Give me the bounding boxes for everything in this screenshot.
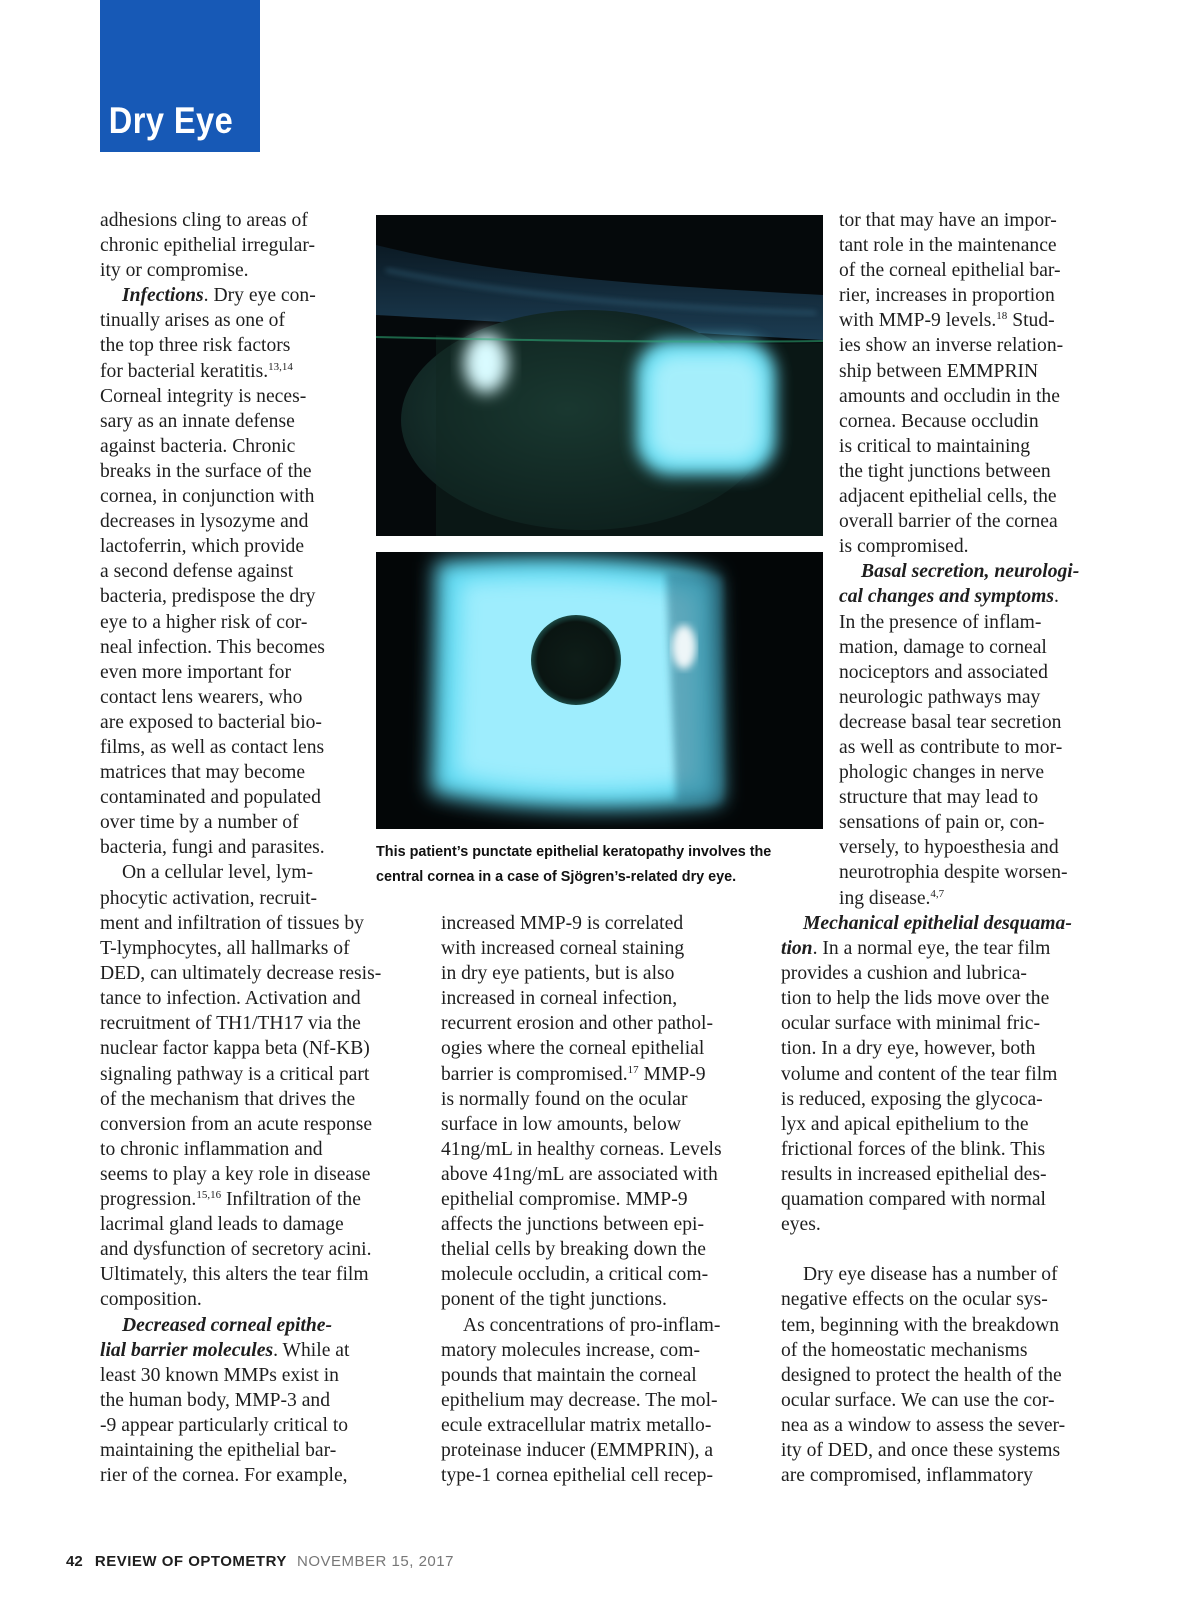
text-line: bacteria, fungi and parasites. [100, 837, 325, 859]
text-line: in dry eye patients, but is also [441, 963, 675, 985]
text-line: sensations of pain or, con- [839, 812, 1045, 834]
text-line: nociceptors and associated [839, 661, 1048, 683]
text-line: adhesions cling to areas of [100, 210, 308, 231]
eye-photo-bottom [376, 552, 823, 829]
text-line: lacrimal gland leads to damage [100, 1214, 344, 1236]
text-line: above 41ng/mL are associated with [441, 1163, 718, 1185]
text-line: type-1 cornea epithelial cell recep- [441, 1465, 713, 1487]
text-line: In the presence of inflam- [839, 611, 1042, 633]
text-line: -9 appear particularly critical to [100, 1414, 349, 1436]
text-line: with MMP-9 levels.$^{18}$ Stud- [839, 310, 1055, 332]
text-line: are exposed to bacterial bio- [100, 711, 322, 733]
text-line: neurologic pathways may [839, 686, 1041, 708]
text-line: conversion from an acute response [100, 1113, 373, 1135]
text-line: and dysfunction of secretory acini. [100, 1239, 372, 1261]
text-line: of the mechanism that drives the [100, 1088, 356, 1110]
text-line: rier, increases in proportion [839, 285, 1055, 307]
caption-line: central cornea in a case of Sjögren’s-related dry eye. [376, 869, 737, 885]
text-line: composition. [100, 1289, 202, 1311]
text-line: neurotrophia despite worsen- [839, 862, 1068, 884]
text-line: progression.$^{15,16}$ Infiltration of the [100, 1189, 361, 1211]
text-line: eyes. [781, 1214, 821, 1236]
text-line: volume and content of the tear film [781, 1063, 1058, 1085]
text-line: the tight junctions between [839, 460, 1051, 482]
text-line: ocular surface with minimal fric- [781, 1013, 1040, 1035]
text-line: 41ng/mL in healthy corneas. Levels [441, 1138, 722, 1160]
section-tab [100, 0, 260, 152]
subhead-text: Basal secretion, neurologi- [861, 561, 1080, 583]
text-line: mation, damage to corneal [839, 636, 1047, 658]
text-line: decreases in lysozyme and [100, 511, 309, 533]
text-line: rier of the cornea. For example, [100, 1465, 348, 1487]
text-line: cornea. Because occludin [839, 410, 1039, 432]
text-line: is normally found on the ocular [441, 1088, 688, 1110]
text-line: cal changes and symptoms. [839, 586, 1059, 608]
citation-superscript: 18 [996, 310, 1008, 323]
text-line: of the corneal epithelial bar- [839, 260, 1061, 282]
section-title: Dry Eye [108, 100, 234, 141]
text-line: tion. In a dry eye, however, both [781, 1038, 1036, 1060]
text-line: contaminated and populated [100, 787, 321, 809]
caption-line: This patient’s punctate epithelial keratopathy involves the [376, 844, 772, 860]
text-line: provides a cushion and lubrica- [781, 963, 1027, 985]
text-line: for bacterial keratitis.$^{13,14}$ [100, 360, 293, 382]
text-line: quamation compared with normal [781, 1189, 1046, 1211]
text-line: lial barrier molecules. While at [100, 1339, 350, 1361]
text-line: tant role in the maintenance [839, 235, 1057, 257]
figure-caption [376, 840, 828, 890]
citation-superscript: 4,7 [930, 887, 945, 900]
text-line: ment and infiltration of tissues by [100, 913, 364, 934]
article-column-1-top [100, 208, 325, 911]
text-line: ity of DED, and once these systems [781, 1439, 1061, 1461]
text-line: increased in corneal infection, [441, 988, 678, 1010]
text-line: to chronic inflammation and [100, 1138, 323, 1160]
text-line: the human body, MMP-3 and [100, 1389, 331, 1411]
text-line: seems to play a key role in disease [100, 1163, 371, 1185]
text-line: phocytic activation, recruit- [100, 887, 318, 909]
text-line: ocular surface. We can use the cor- [781, 1389, 1055, 1411]
text-line: phologic changes in nerve [839, 762, 1045, 784]
text-line: barrier is compromised.$^{17}$ MMP-9 [441, 1063, 706, 1085]
text-line: pounds that maintain the corneal [441, 1364, 697, 1386]
text-line [100, 1313, 381, 1338]
article-column-3-bottom [781, 911, 1072, 1488]
subhead-text: Decreased corneal epithe- [122, 1314, 333, 1336]
text-line: lactoferrin, which provide [100, 536, 305, 558]
text-line: Infections. Dry eye con- [122, 285, 316, 307]
text-line: least 30 known MMPs exist in [100, 1364, 339, 1386]
text-line [781, 1237, 1072, 1262]
text-line: bacteria, predispose the dry [100, 586, 316, 608]
text-line: is critical to maintaining [839, 435, 1030, 457]
text-line: surface in low amounts, below [441, 1113, 681, 1135]
text-line: is reduced, exposing the glycoca- [781, 1088, 1043, 1110]
text-line: overall barrier of the cornea [839, 511, 1058, 533]
text-line: ecule extracellular matrix metallo- [441, 1414, 712, 1436]
subhead-text: Mechanical epithelial desquama- [803, 913, 1072, 934]
text-line: molecule occludin, a critical com- [441, 1264, 709, 1286]
text-line: matory molecules increase, com- [441, 1339, 700, 1361]
text-line: On a cellular level, lym- [122, 862, 313, 884]
text-line: nea as a window to assess the sever- [781, 1414, 1066, 1436]
subhead-text: tion [781, 938, 813, 960]
text-line: breaks in the surface of the [100, 460, 312, 482]
text-line: cornea, in conjunction with [100, 486, 315, 508]
text-line: eye to a higher risk of cor- [100, 611, 308, 633]
text-line: contact lens wearers, who [100, 686, 303, 708]
text-line: ogies where the corneal epithelial [441, 1038, 705, 1060]
text-line: decrease basal tear secretion [839, 711, 1062, 733]
text-line: against bacteria. Chronic [100, 435, 296, 457]
text-line: maintaining the epithelial bar- [100, 1439, 337, 1461]
text-line: lyx and apical epithelium to the [781, 1113, 1029, 1135]
text-line: epithelial compromise. MMP-9 [441, 1189, 688, 1211]
text-line: thelial cells by breaking down the [441, 1239, 706, 1261]
text-line: T-lymphocytes, all hallmarks of [100, 938, 350, 960]
text-line: nuclear factor kappa beta (Nf-KB) [100, 1038, 370, 1060]
text-line: a second defense against [100, 561, 294, 583]
eye-photo-top [376, 215, 823, 536]
text-line: ship between EMMPRIN [839, 360, 1039, 382]
article-column-2 [441, 911, 722, 1488]
text-line: negative effects on the ocular sys- [781, 1289, 1048, 1311]
text-line: Corneal integrity is neces- [100, 385, 307, 407]
text-line: neal infection. This becomes [100, 636, 325, 658]
text-line: versely, to hypoesthesia and [839, 837, 1059, 859]
text-line: with increased corneal staining [441, 938, 685, 960]
text-line: tion to help the lids move over the [781, 988, 1050, 1010]
citation-superscript: 15,16 [196, 1189, 222, 1202]
text-line: ponent of the tight junctions. [441, 1289, 667, 1311]
text-line: signaling pathway is a critical part [100, 1063, 370, 1085]
text-line [839, 559, 1079, 584]
text-line: is compromised. [839, 536, 969, 558]
text-line: DED, can ultimately decrease resis- [100, 963, 382, 985]
text-line: epithelium may decrease. The mol- [441, 1389, 718, 1411]
text-line: as well as contribute to mor- [839, 736, 1063, 758]
text-line: affects the junctions between epi- [441, 1214, 704, 1236]
page-footer [66, 1553, 454, 1570]
text-line: of the homeostatic mechanisms [781, 1339, 1028, 1361]
text-line: frictional forces of the blink. This [781, 1138, 1046, 1160]
text-line: tem, beginning with the breakdown [781, 1314, 1060, 1336]
text-line: the top three risk factors [100, 335, 291, 357]
text-line: adjacent epithelial cells, the [839, 486, 1057, 508]
text-line: chronic epithelial irregular- [100, 235, 316, 257]
publication-name: REVIEW OF OPTOMETRY [94, 1553, 287, 1570]
article-column-3-top [839, 208, 1079, 911]
text-line: As concentrations of pro-inflam- [463, 1314, 721, 1336]
text-line: amounts and occludin in the [839, 385, 1060, 407]
page-number: 42 [66, 1553, 83, 1570]
subhead-text: cal changes and symptoms [839, 586, 1054, 608]
text-line: increased MMP-9 is correlated [441, 913, 684, 934]
article-column-1-bottom [100, 911, 381, 1488]
text-line: over time by a number of [100, 812, 299, 834]
text-line: tion. In a normal eye, the tear film [781, 938, 1051, 960]
text-line: proteinase inducer (EMMPRIN), a [441, 1439, 714, 1461]
subhead-text: Infections [122, 285, 204, 307]
text-line: designed to protect the health of the [781, 1364, 1062, 1386]
text-line: ies show an inverse relation- [839, 335, 1064, 357]
text-line: structure that may lead to [839, 787, 1039, 809]
text-line: recruitment of TH1/TH17 via the [100, 1013, 361, 1035]
text-line: tor that may have an impor- [839, 210, 1057, 231]
text-line: tance to infection. Activation and [100, 988, 361, 1010]
text-line: films, as well as contact lens [100, 736, 325, 758]
text-line: Ultimately, this alters the tear film [100, 1264, 369, 1286]
citation-superscript: 13,14 [268, 360, 293, 373]
text-line: are compromised, inflammatory [781, 1465, 1033, 1487]
text-line [781, 911, 1072, 936]
text-line: tinually arises as one of [100, 310, 286, 332]
text-line: even more important for [100, 661, 291, 683]
subhead-text: lial barrier molecules [100, 1339, 274, 1361]
text-line: ing disease.$^{4,7}$ [839, 887, 945, 909]
text-line: recurrent erosion and other pathol- [441, 1013, 714, 1035]
citation-superscript: 17 [627, 1063, 639, 1076]
text-line: results in increased epithelial des- [781, 1163, 1047, 1185]
text-line: matrices that may become [100, 762, 306, 784]
text-line: ity or compromise. [100, 260, 249, 282]
issue-date: NOVEMBER 15, 2017 [297, 1553, 454, 1570]
text-line: sary as an innate defense [100, 410, 295, 432]
text-line: Dry eye disease has a number of [803, 1264, 1058, 1286]
